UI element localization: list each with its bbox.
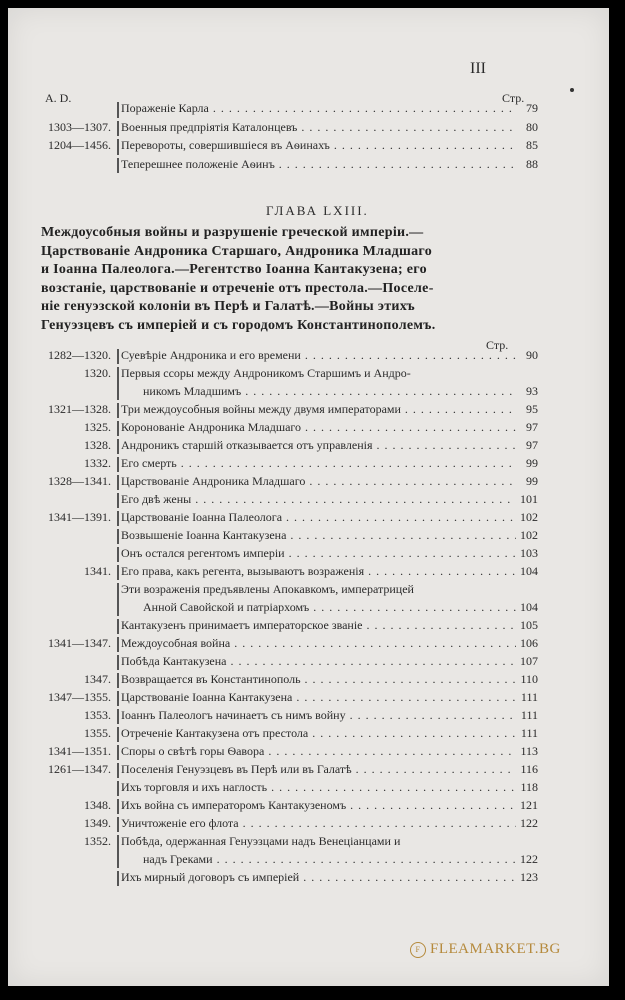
toc-year: 1341—1391. bbox=[48, 510, 111, 524]
bracket-line bbox=[117, 139, 119, 155]
toc-page-number: 102 bbox=[520, 510, 538, 524]
toc-description: Три междоусобныя войны между двумя императорами . . . bbox=[121, 402, 516, 417]
toc-description-continued: надъ Греками . . . bbox=[143, 852, 516, 867]
toc-page-number: 105 bbox=[520, 618, 538, 632]
bracket-line bbox=[117, 781, 119, 796]
bracket-line bbox=[117, 835, 119, 868]
toc-year: 1325. bbox=[84, 420, 111, 434]
bracket-line bbox=[117, 511, 119, 526]
toc-page-number: 121 bbox=[520, 798, 538, 812]
bracket-line bbox=[117, 475, 119, 490]
toc-description: Ихъ война съ императоромъ Кантакузеномъ . . . bbox=[121, 798, 516, 813]
toc-page-number: 80 bbox=[526, 119, 538, 134]
toc-description: Ихъ мирный договоръ съ имперіей . . . bbox=[121, 870, 516, 885]
bracket-line bbox=[117, 102, 119, 118]
toc-year: 1328. bbox=[84, 438, 111, 452]
toc-page-number: 79 bbox=[526, 101, 538, 115]
toc-row bbox=[33, 420, 538, 438]
bracket-line bbox=[117, 565, 119, 580]
bracket-line bbox=[117, 583, 119, 616]
toc-year: 1347—1355. bbox=[48, 690, 111, 704]
chapter-summary bbox=[41, 224, 511, 336]
toc-description: Отреченіе Кантакузена отъ престола . . . bbox=[121, 726, 516, 741]
toc-description: Побѣда Кантакузена . . . bbox=[121, 654, 516, 669]
toc-row bbox=[33, 138, 538, 157]
bracket-line bbox=[117, 673, 119, 688]
toc-page-number: 122 bbox=[520, 852, 538, 866]
bracket-line bbox=[117, 457, 119, 472]
toc-row bbox=[33, 690, 538, 708]
toc-year: 1320. bbox=[84, 366, 111, 380]
toc-year: 1321—1328. bbox=[48, 402, 111, 416]
toc-row bbox=[33, 120, 538, 139]
toc-row bbox=[33, 101, 538, 120]
bracket-line bbox=[117, 745, 119, 760]
toc-year: 1349. bbox=[84, 816, 111, 830]
toc-description: Его двѣ жены . . . bbox=[121, 492, 516, 507]
toc-page-number: 90 bbox=[526, 348, 538, 362]
toc-page-number: 110 bbox=[520, 672, 538, 686]
toc-row bbox=[33, 780, 538, 798]
toc-page-number: 97 bbox=[526, 438, 538, 452]
chapter-title: ГЛАВА LXIII. bbox=[266, 203, 369, 218]
toc-year: 1341. bbox=[84, 564, 111, 578]
toc-page-number: 99 bbox=[526, 474, 538, 488]
toc-page-number: 113 bbox=[520, 744, 538, 758]
toc-page-number: 104 bbox=[520, 564, 538, 578]
bracket-line bbox=[117, 619, 119, 634]
page-number: III bbox=[470, 60, 486, 77]
toc-page-number: 103 bbox=[520, 546, 538, 560]
column-header-str: Стр. bbox=[502, 91, 525, 105]
bracket-line bbox=[117, 763, 119, 778]
chapter-page-header: Стр. bbox=[486, 338, 509, 352]
bracket-line bbox=[117, 158, 119, 174]
summary-line: Междоусобныя войны и разрушеніе греческой имперіи.— bbox=[41, 225, 424, 240]
toc-page-number: 101 bbox=[520, 492, 538, 506]
toc-description: Побѣда, одержанная Генуэзцами надъ Венеціанцами и bbox=[121, 834, 401, 848]
bracket-line bbox=[117, 349, 119, 364]
toc-row bbox=[33, 582, 538, 618]
toc-page-number: 97 bbox=[526, 420, 538, 434]
toc-description: Эти возраженія предъявлены Апокавкомъ, императрицей bbox=[121, 582, 414, 596]
bracket-line bbox=[117, 439, 119, 454]
bracket-line bbox=[117, 871, 119, 886]
summary-line: Генуэзцевъ съ имперіей и съ городомъ Константинополемъ. bbox=[41, 317, 436, 333]
toc-row bbox=[33, 654, 538, 672]
toc-row bbox=[33, 456, 538, 474]
toc-description: Царствованіе Іоанна Кантакузена . . . bbox=[121, 690, 516, 705]
toc-year: 1332. bbox=[84, 456, 111, 470]
toc-page-number: 111 bbox=[520, 708, 538, 722]
toc-page-number: 93 bbox=[526, 384, 538, 398]
toc-description: Первыя ссоры между Андроникомъ Старшимъ и Андро- bbox=[121, 366, 411, 380]
summary-line: ніе генуэзской колоніи въ Перѣ и Галатѣ.—Войны этихъ bbox=[41, 299, 415, 315]
toc-row bbox=[33, 672, 538, 690]
toc-page-number: 102 bbox=[520, 528, 538, 542]
toc-description: Суевѣріе Андроника и его времени . . . bbox=[121, 348, 516, 363]
toc-description: Возвышеніе Іоанна Кантакузена . . . bbox=[121, 528, 516, 543]
toc-page-number: 122 bbox=[520, 816, 538, 830]
toc-year: 1341—1347. bbox=[48, 636, 111, 650]
toc-row bbox=[33, 366, 538, 402]
bracket-line bbox=[117, 547, 119, 562]
toc-page-number: 111 bbox=[520, 726, 538, 740]
toc-description: Возвращается въ Константинополь . . . bbox=[121, 672, 516, 687]
toc-description: Поселенія Генуэзцевъ въ Перѣ или въ Галатѣ . . . bbox=[121, 762, 516, 777]
toc-description: Военныя предпріятія Каталонцевъ . . . bbox=[121, 120, 516, 135]
toc-description: Кантакузенъ принимаетъ императорское званіе . . . bbox=[121, 618, 516, 633]
toc-row bbox=[33, 546, 538, 564]
bracket-line bbox=[117, 637, 119, 652]
bracket-line bbox=[117, 367, 119, 400]
toc-description: Іоаннъ Палеологъ начинаетъ съ нимъ войну . . . bbox=[121, 708, 516, 723]
toc-row bbox=[33, 510, 538, 528]
coin-logo-icon: F bbox=[410, 942, 426, 958]
toc-page-number: 88 bbox=[526, 156, 538, 171]
toc-year: 1204—1456. bbox=[48, 138, 111, 152]
toc-year: 1355. bbox=[84, 726, 111, 740]
toc-description: Междоусобная война . . . bbox=[121, 636, 516, 651]
toc-page-number: 107 bbox=[520, 654, 538, 668]
toc-year: 1352. bbox=[84, 834, 111, 848]
toc-description: Андроникъ старшій отказывается отъ управленія . . . bbox=[121, 438, 516, 453]
watermark-text: FLEAMARKET.BG bbox=[430, 941, 561, 957]
toc-row bbox=[33, 834, 538, 870]
toc-year: 1353. bbox=[84, 708, 111, 722]
bracket-line bbox=[117, 691, 119, 706]
toc-page-number: 116 bbox=[520, 762, 538, 776]
toc-row bbox=[33, 744, 538, 762]
bracket-line bbox=[117, 709, 119, 724]
toc-row bbox=[33, 618, 538, 636]
toc-row bbox=[33, 816, 538, 834]
toc-row bbox=[33, 348, 538, 366]
summary-line: Царствованіе Андроника Старшаго, Андроника Младшаго bbox=[41, 243, 433, 259]
toc-row bbox=[33, 474, 538, 492]
toc-page-number: 104 bbox=[520, 600, 538, 614]
toc-row bbox=[33, 798, 538, 816]
toc-description: Царствованіе Іоанна Палеолога . . . bbox=[121, 510, 516, 525]
toc-row bbox=[33, 438, 538, 456]
toc-row bbox=[33, 402, 538, 420]
toc-row bbox=[33, 157, 538, 176]
toc-page-number: 111 bbox=[520, 690, 538, 704]
summary-line: возстаніе, царствованіе и отреченіе отъ престола.—Поселе- bbox=[41, 280, 434, 296]
toc-page-number: 95 bbox=[526, 402, 538, 416]
ink-speck bbox=[570, 88, 574, 92]
toc-page-number: 123 bbox=[520, 870, 538, 884]
toc-description: Споры о свѣтѣ горы Ѳавора . . . bbox=[121, 744, 516, 759]
toc-year: 1348. bbox=[84, 798, 111, 812]
bracket-line bbox=[117, 403, 119, 418]
toc-description: Пораженіе Карла . . . bbox=[121, 101, 516, 116]
toc-year: 1347. bbox=[84, 672, 111, 686]
toc-description: Теперешнее положеніе Аѳинъ . . . bbox=[121, 157, 516, 172]
column-header-ad: A. D. bbox=[45, 91, 72, 105]
summary-line: и Іоанна Палеолога.—Регентство Іоанна Кантакузена; его bbox=[41, 262, 427, 278]
watermark bbox=[410, 941, 561, 958]
toc-row bbox=[33, 708, 538, 726]
toc-year: 1303—1307. bbox=[48, 119, 111, 134]
toc-row bbox=[33, 726, 538, 744]
book-page bbox=[8, 8, 609, 986]
toc-description: Его смерть . . . bbox=[121, 456, 516, 471]
bracket-line bbox=[117, 727, 119, 742]
toc-description: Перевороты, совершившіеся въ Аѳинахъ . . . bbox=[121, 138, 516, 153]
bracket-line bbox=[117, 799, 119, 814]
toc-row bbox=[33, 528, 538, 546]
toc-page-number: 106 bbox=[520, 636, 538, 650]
toc-row bbox=[33, 492, 538, 510]
toc-description: Царствованіе Андроника Младшаго . . . bbox=[121, 474, 516, 489]
toc-description: Коронованіе Андроника Младшаго . . . bbox=[121, 420, 516, 435]
toc-description: Его права, какъ регента, вызываютъ возраженія . . . bbox=[121, 564, 516, 579]
bracket-line bbox=[117, 655, 119, 670]
bracket-line bbox=[117, 817, 119, 832]
toc-row bbox=[33, 762, 538, 780]
toc-year: 1341—1351. bbox=[48, 744, 111, 758]
toc-description-continued: никомъ Младшимъ . . . bbox=[143, 384, 516, 399]
toc-year: 1261—1347. bbox=[48, 762, 111, 776]
bracket-line bbox=[117, 493, 119, 508]
bracket-line bbox=[117, 421, 119, 436]
toc-row bbox=[33, 636, 538, 654]
toc-description-continued: Анной Савойской и патріархомъ . . . bbox=[143, 600, 516, 615]
bracket-line bbox=[117, 529, 119, 544]
toc-row bbox=[33, 564, 538, 582]
toc-page-number: 85 bbox=[526, 138, 538, 152]
toc-description: Уничтоженіе его флота . . . bbox=[121, 816, 516, 831]
toc-year: 1328—1341. bbox=[48, 474, 111, 488]
toc-year: 1282—1320. bbox=[48, 348, 111, 362]
toc-row bbox=[33, 870, 538, 888]
bracket-line bbox=[117, 121, 119, 137]
toc-page-number: 99 bbox=[526, 456, 538, 470]
toc-description: Онъ остался регентомъ имперіи . . . bbox=[121, 546, 516, 561]
toc-page-number: 118 bbox=[520, 780, 538, 794]
toc-description: Ихъ торговля и ихъ наглость . . . bbox=[121, 780, 516, 795]
